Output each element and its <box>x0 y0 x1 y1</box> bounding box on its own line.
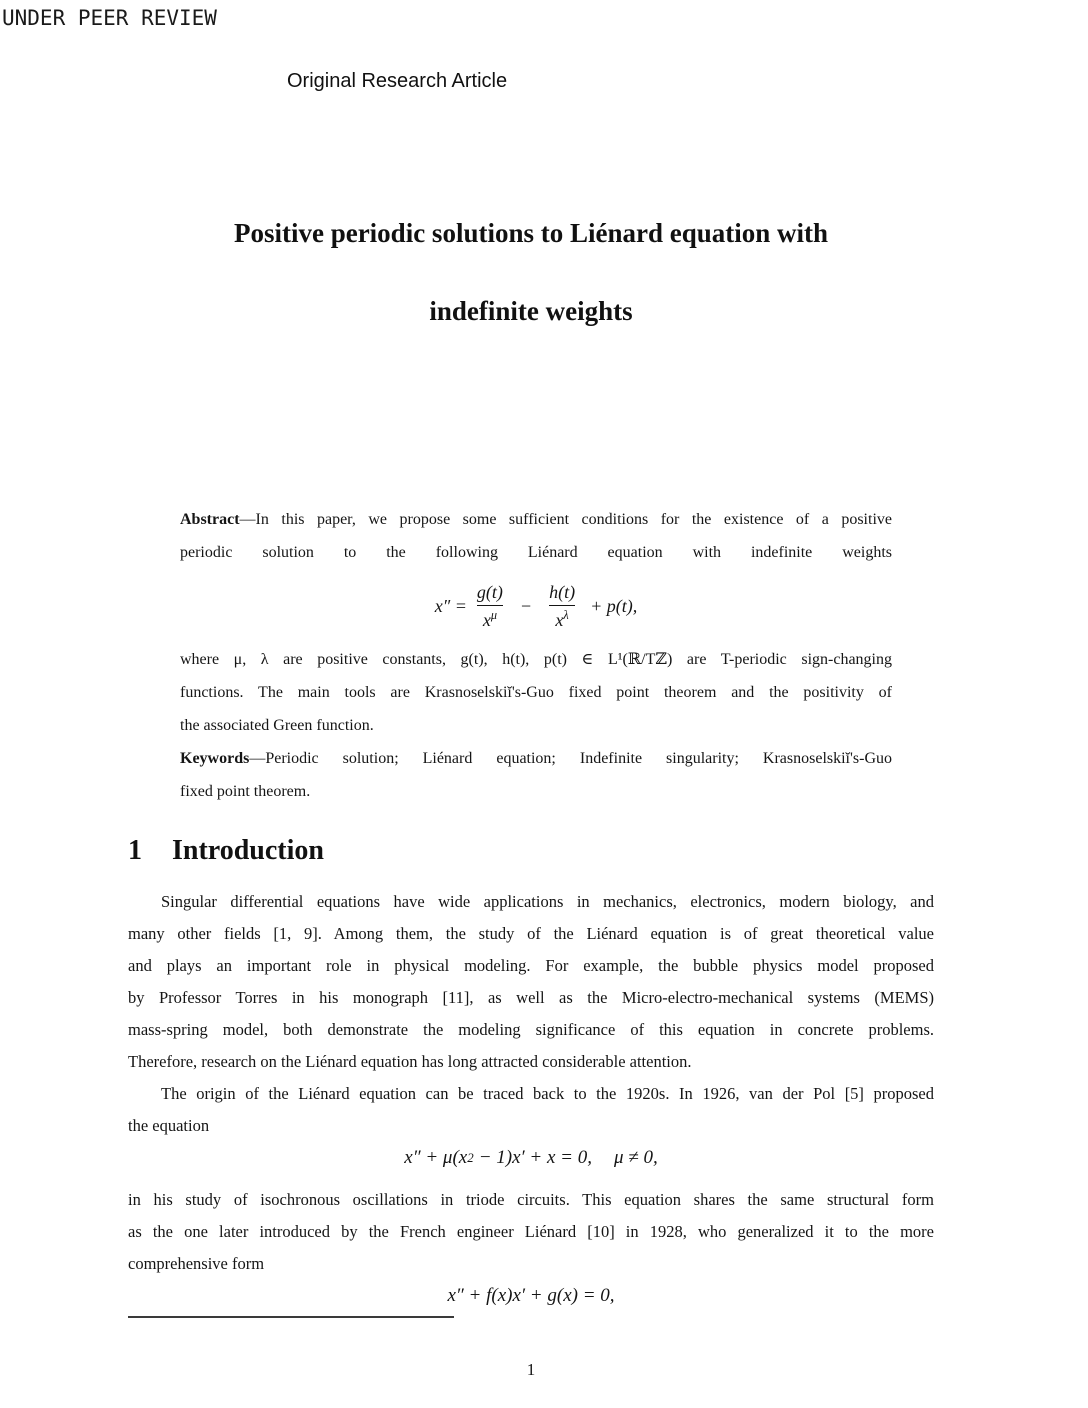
paper-title-line1: Positive periodic solutions to Liénard equation with <box>233 218 829 248</box>
abstract-line: periodic solution to the following Liénard equation with indefinite weights <box>180 544 892 561</box>
abstract-text: —In this paper, we propose some sufficient conditions for the existence of a positive <box>239 511 892 528</box>
keywords-line: fixed point theorem. <box>180 783 311 800</box>
body-line: in his study of isochronous oscillations in triode circuits. This equation shares the same structural form <box>128 1190 934 1209</box>
minus-operator: − <box>519 595 533 616</box>
equation-tail: + p(t), <box>590 595 638 616</box>
body-line: as the one later introduced by the French engineer Liénard [10] in 1928, who generalized it to the more <box>128 1222 934 1241</box>
peer-review-banner: UNDER PEER REVIEW <box>2 6 217 30</box>
abstract-line <box>180 503 892 536</box>
body-line: The origin of the Liénard equation can be traced back to the 1920s. In 1926, van der Pol [5] proposed <box>161 1084 934 1103</box>
keywords-text: —Periodic solution; Liénard equation; Indefinite singularity; Krasnoselskiĭ's-Guo <box>249 750 892 767</box>
abstract-line: where μ, λ are positive constants, g(t), h(t), p(t) ∈ L¹(ℝ/Tℤ) are T-periodic sign-changing <box>180 651 892 668</box>
abstract-section <box>180 503 892 808</box>
body-line: the equation <box>128 1116 210 1135</box>
equation-van-der-pol: x″ + μ(x 2 − 1)x′ + x = 0, μ ≠ 0, <box>404 1147 658 1168</box>
body-line: comprehensive form <box>128 1254 265 1273</box>
body-line: and plays an important role in physical modeling. For example, the bubble physics model proposed <box>128 956 934 975</box>
equation-lienard-general: x″ + f(x)x′ + g(x) = 0, <box>447 1285 615 1306</box>
body-line: mass-spring model, both demonstrate the modeling significance of this equation in concrete problems. <box>128 1020 934 1039</box>
body-line: many other fields [1, 9]. Among them, the study of the Liénard equation is of great theoretical value <box>128 924 934 943</box>
section-number: 1 <box>128 835 142 866</box>
intro-paragraph-1 <box>128 886 934 1078</box>
keywords-label: Keywords <box>180 750 250 767</box>
section-1-heading <box>128 835 324 867</box>
body-line: Therefore, research on the Liénard equation has long attracted considerable attention. <box>128 1052 692 1071</box>
intro-paragraph-2-cont <box>128 1184 934 1280</box>
paper-title <box>128 216 934 328</box>
paper-title-line2: indefinite weights <box>429 296 633 326</box>
equation-lienard-indefinite <box>180 569 892 643</box>
abstract-line: the associated Green function. <box>180 717 374 734</box>
abstract-label: Abstract <box>180 511 240 528</box>
page-number: 1 <box>526 1360 536 1379</box>
body-line: Singular differential equations have wide applications in mechanics, electronics, modern biology, and <box>161 892 934 911</box>
fraction-g-over-x-mu: $\frac{g(t)}{x^\mu}$ <box>476 581 503 630</box>
section-title: Introduction <box>172 835 324 866</box>
intro-paragraph-2 <box>128 1078 934 1142</box>
footnote-rule <box>128 1316 454 1318</box>
equation-lhs: x″ = <box>434 595 467 616</box>
article-type-label: Original Research Article <box>287 70 508 92</box>
equation-condition: μ ≠ 0, <box>614 1147 658 1168</box>
fraction-h-over-x-lambda: $\frac{h(t)}{x^\lambda}$ <box>549 581 576 630</box>
abstract-line: functions. The main tools are Krasnoselskiĭ's-Guo fixed point theorem and the positivity of <box>180 684 892 701</box>
keywords-line <box>180 742 892 775</box>
body-line: by Professor Torres in his monograph [11], as well as the Micro-electro-mechanical systems (MEMS) <box>128 988 934 1007</box>
